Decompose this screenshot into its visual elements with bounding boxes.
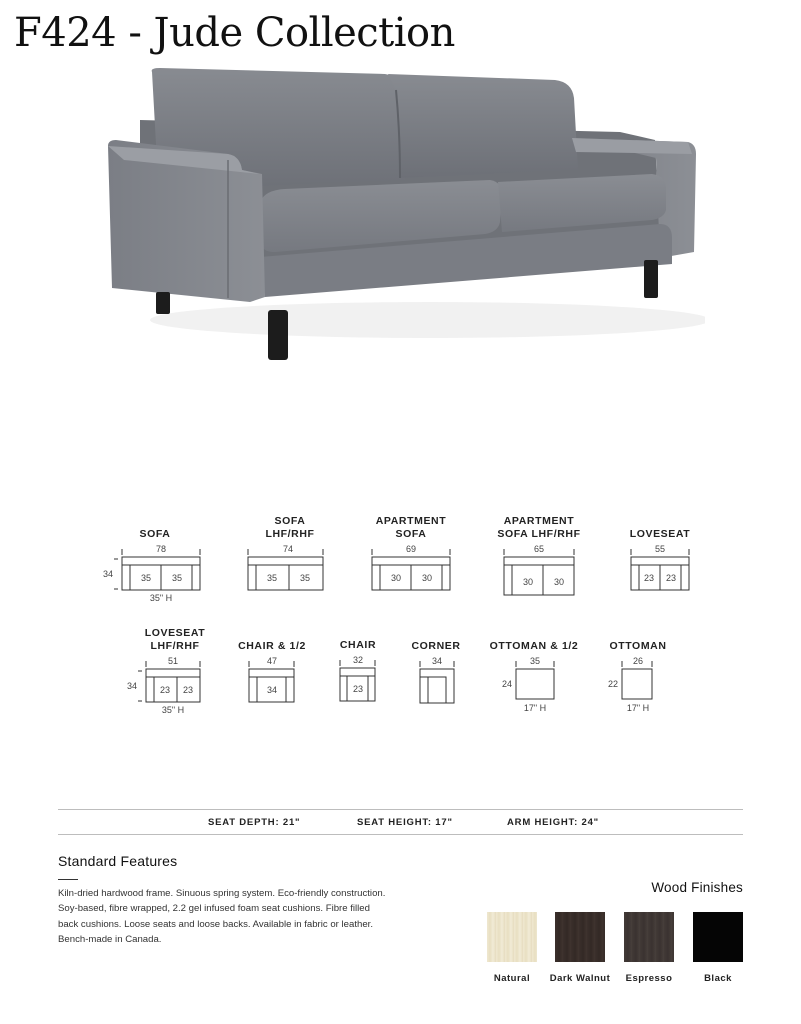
wood-finishes-title: Wood Finishes bbox=[651, 880, 743, 895]
swatch-label-espresso: Espresso bbox=[625, 973, 673, 984]
cushion-width: 23 bbox=[182, 685, 194, 695]
config-label: LOVESEAT LHF/RHF bbox=[144, 627, 206, 652]
cushion-width: 23 bbox=[665, 573, 677, 583]
config-width: 35 bbox=[529, 656, 541, 666]
divider bbox=[58, 834, 743, 835]
cushion-width: 35 bbox=[299, 573, 311, 583]
seat-height-spec: SEAT HEIGHT: 17" bbox=[357, 817, 453, 828]
config-height: 35" H bbox=[161, 705, 185, 715]
config-width: 26 bbox=[632, 656, 644, 666]
swatch-espresso bbox=[624, 912, 674, 962]
swatch-dark-walnut bbox=[555, 912, 605, 962]
config-chair-and-half bbox=[227, 640, 317, 719]
config-width: 55 bbox=[654, 544, 666, 554]
swatch-black bbox=[693, 912, 743, 962]
config-label: APARTMENT SOFA bbox=[375, 515, 447, 540]
cushion-width: 35 bbox=[266, 573, 278, 583]
config-loveseat-lhf-rhf bbox=[120, 627, 230, 719]
swatch-label-black: Black bbox=[704, 973, 732, 984]
config-corner bbox=[396, 640, 476, 719]
seat-depth-spec: SEAT DEPTH: 21" bbox=[208, 817, 301, 828]
cushion-width: 23 bbox=[643, 573, 655, 583]
config-width: 74 bbox=[282, 544, 294, 554]
config-width: 78 bbox=[155, 544, 167, 554]
config-sofa-lhf-rhf bbox=[235, 515, 345, 607]
config-label: CHAIR & 1/2 bbox=[238, 640, 306, 652]
cushion-width: 30 bbox=[522, 577, 534, 587]
config-apartment-sofa bbox=[356, 515, 466, 607]
cushion-width: 30 bbox=[390, 573, 402, 583]
config-label: LOVESEAT bbox=[629, 528, 691, 540]
cushion-width: 30 bbox=[421, 573, 433, 583]
features-underline bbox=[58, 879, 78, 880]
config-width: 69 bbox=[405, 544, 417, 554]
config-height: 17" H bbox=[626, 703, 650, 713]
arm-height-spec: ARM HEIGHT: 24" bbox=[507, 817, 599, 828]
config-label: APARTMENT SOFA LHF/RHF bbox=[497, 515, 581, 540]
swatch-label-dark-walnut: Dark Walnut bbox=[549, 973, 611, 984]
config-label: SOFA LHF/RHF bbox=[265, 515, 315, 540]
config-sofa bbox=[100, 528, 210, 607]
config-label: CORNER bbox=[411, 640, 461, 652]
config-depth: 22 bbox=[607, 679, 618, 689]
swatch-natural bbox=[487, 912, 537, 962]
config-depth: 24 bbox=[501, 679, 512, 689]
config-loveseat bbox=[605, 528, 715, 607]
config-label: CHAIR bbox=[339, 639, 377, 651]
config-apartment-sofa-lhf-rhf bbox=[484, 515, 594, 611]
cushion-width: 23 bbox=[352, 684, 364, 694]
sofa-photo bbox=[100, 62, 705, 367]
cushion-width: 35 bbox=[171, 573, 183, 583]
config-label: OTTOMAN & 1/2 bbox=[489, 640, 579, 652]
config-ottoman bbox=[598, 640, 678, 719]
swatch-label-natural: Natural bbox=[493, 973, 531, 984]
config-depth: 34 bbox=[126, 681, 137, 691]
config-label: SOFA bbox=[139, 528, 171, 540]
cushion-width: 35 bbox=[140, 573, 152, 583]
features-title: Standard Features bbox=[58, 853, 178, 869]
cushion-width: 30 bbox=[553, 577, 565, 587]
config-height: 35" H bbox=[149, 593, 173, 603]
config-width: 65 bbox=[533, 544, 545, 554]
cushion-width: 23 bbox=[159, 685, 171, 695]
page-title: F424 - Jude Collection bbox=[14, 10, 455, 56]
divider bbox=[58, 809, 743, 810]
config-width: 51 bbox=[167, 656, 179, 666]
config-ottoman-and-half bbox=[484, 640, 584, 719]
features-text: Kiln-dried hardwood frame. Sinuous spring system. Eco-friendly construction. Soy-based, fibre wrapped, 2.2 gel infused foam seat cushions. Fibre filled back cushions. Loose seats and loose backs. Available in fabric or leather. Bench-made in Canada. bbox=[58, 888, 386, 945]
config-width: 32 bbox=[352, 655, 364, 665]
config-depth: 34 bbox=[102, 569, 113, 579]
cushion-width: 34 bbox=[266, 685, 278, 695]
config-height: 17" H bbox=[523, 703, 547, 713]
config-chair bbox=[318, 639, 398, 718]
config-width: 47 bbox=[266, 656, 278, 666]
config-label: OTTOMAN bbox=[609, 640, 667, 652]
config-width: 34 bbox=[431, 656, 443, 666]
